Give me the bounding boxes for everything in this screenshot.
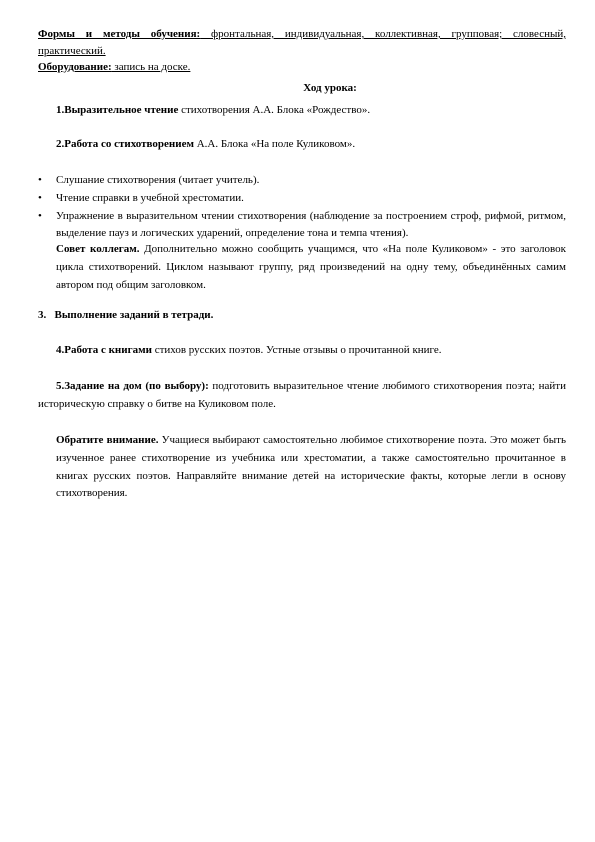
note-paragraph <box>38 432 566 503</box>
list-item-text: Упражнение в выразительном чтении стихотворения (наблюдение за построением строф, рифмой, ритмом, выделение пауз и логических ударений, определение тона и темпа чтения). <box>56 209 566 240</box>
note-text: Учащиеся выбирают самостоятельно любимое стихотворение поэта. Это может быть изученное ранее стихотворение из учебника или хрестоматии, а также самостоятельно прочитанное в книгах русских поэтов. Направляйте внимание детей на исторические факты, которые легли в основу стихотворения. <box>56 434 566 500</box>
section-2-text: А.А. Блока «На поле Куликовом». <box>193 138 356 150</box>
activity-list <box>38 172 566 243</box>
section-1 <box>38 102 566 120</box>
section-4 <box>38 342 566 360</box>
advice-label: Совет коллегам. <box>56 243 140 255</box>
equipment-text: запись на доске. <box>111 61 191 73</box>
advice-paragraph <box>38 241 566 294</box>
section-3 <box>38 307 566 325</box>
section-1-text: стихотворения А.А. Блока «Рождество». <box>178 104 371 116</box>
advice-text: Дополнительно можно сообщить учащимся, что «На поле Куликовом» - это заголовок цикла стихотворений. Циклом называют группу, ряд произведений на одну тему, объединённых самим автором под общим заголовком. <box>56 243 566 291</box>
section-4-title: 4.Работа с книгами <box>56 344 152 356</box>
bullet-icon: • <box>38 209 42 222</box>
list-item-text: Чтение справки в учебной хрестоматии. <box>56 191 244 204</box>
forms-methods-paragraph <box>38 26 566 59</box>
lesson-title: Ход урока: <box>303 82 357 94</box>
forms-label: Формы и методы обучения: <box>38 28 201 40</box>
section-3-title: Выполнение заданий в тетради. <box>54 309 214 321</box>
section-4-text: стихов русских поэтов. Устные отзывы о прочитанной книге. <box>151 344 442 356</box>
section-5-title: 5.Задание на дом (по выбору): <box>56 380 209 392</box>
section-2 <box>38 136 566 154</box>
bullet-icon: • <box>38 174 42 186</box>
forms-text: фронтальная, индивидуальная, коллективная, групповая; словесный, практический. <box>38 28 566 57</box>
section-5 <box>38 378 566 414</box>
bullet-icon: • <box>38 191 42 204</box>
section-2-title: 2.Работа со стихотворением <box>56 138 194 150</box>
list-item <box>38 190 566 208</box>
section-5-text: подготовить выразительное чтение любимого стихотворения поэта; найти историческую справку о битве на Куликовом поле. <box>38 380 566 410</box>
list-item <box>38 208 566 244</box>
list-item-text: Слушание стихотворения (читает учитель). <box>56 174 260 186</box>
section-3-number: 3. <box>38 309 47 321</box>
equipment-paragraph <box>38 59 566 76</box>
note-label: Обратите внимание. <box>56 434 159 446</box>
equipment-label: Оборудование: <box>38 61 112 73</box>
list-item <box>38 172 566 190</box>
section-1-title: 1.Выразительное чтение <box>56 104 179 116</box>
